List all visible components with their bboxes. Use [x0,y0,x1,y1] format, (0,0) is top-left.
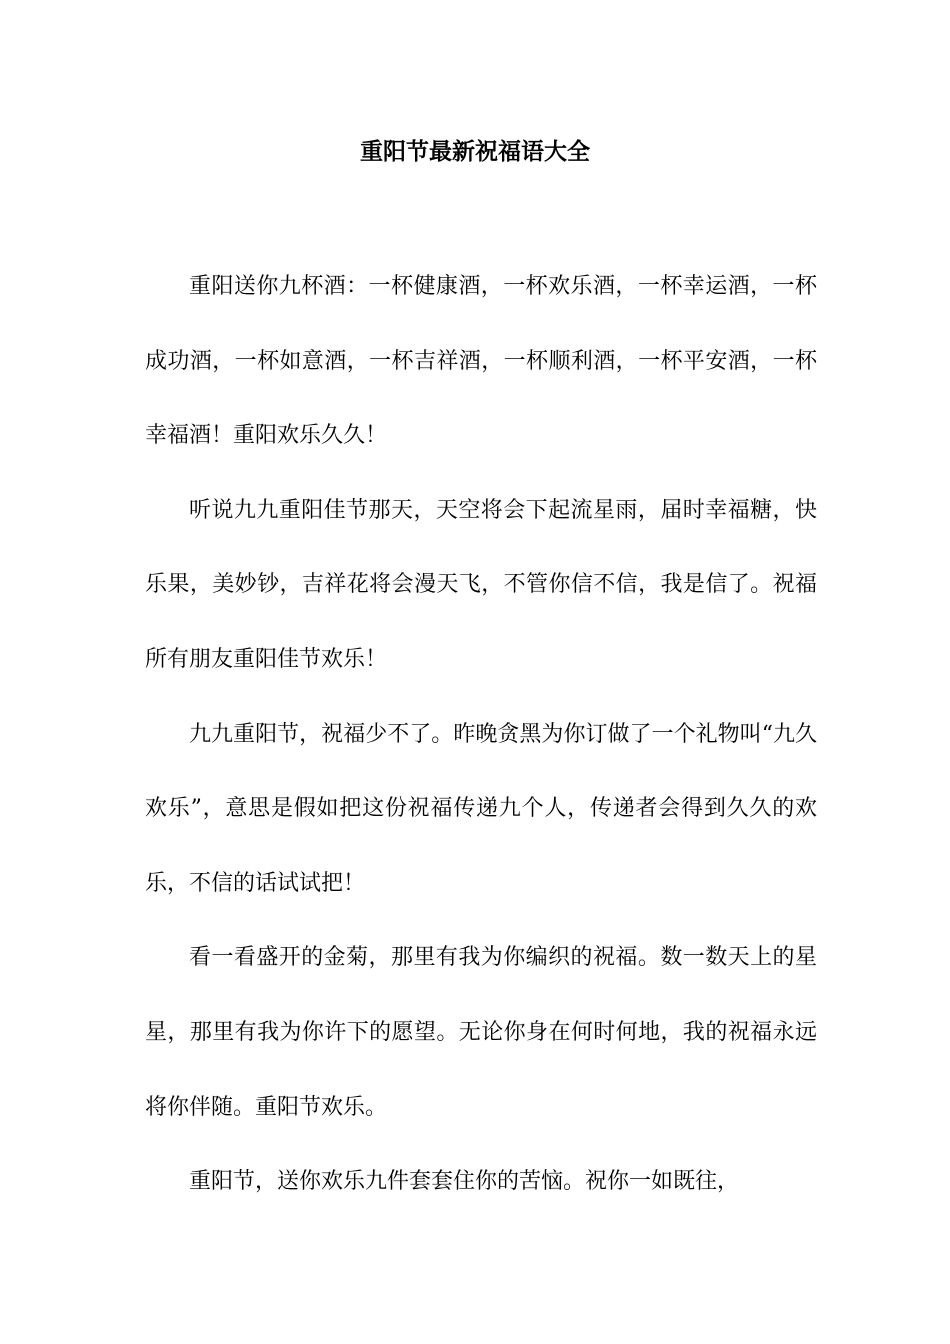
paragraph-5: 重阳节，送你欢乐九件套套住你的苦恼。祝你一如既往， [189,1169,740,1195]
paragraph-3: 九九重阳节，祝福少不了。昨晚贪黑为你订做了一个礼物叫“九久欢乐”，意思是假如把这份祝福传递九个人，传递者会得到久久的欢乐，不信的话试试把！ [145,721,817,896]
paragraph-1: 重阳送你九杯酒：一杯健康酒，一杯欢乐酒，一杯幸运酒，一杯成功酒，一杯如意酒，一杯吉祥酒，一杯顺利酒，一杯平安酒，一杯幸福酒！重阳欢乐久久！ [145,274,817,449]
paragraph-2: 听说九九重阳佳节那天，天空将会下起流星雨，届时幸福糖，快乐果，美妙钞，吉祥花将会漫天飞，不管你信不信，我是信了。祝福所有朋友重阳佳节欢乐！ [145,497,817,672]
document-body [145,250,817,1220]
document-title: 重阳节最新祝福语大全 [360,138,590,165]
paragraph-4: 看一看盛开的金菊，那里有我为你编织的祝福。数一数天上的星星，那里有我为你许下的愿望。无论你身在何时何地，我的祝福永远将你伴随。重阳节欢乐。 [145,945,817,1120]
